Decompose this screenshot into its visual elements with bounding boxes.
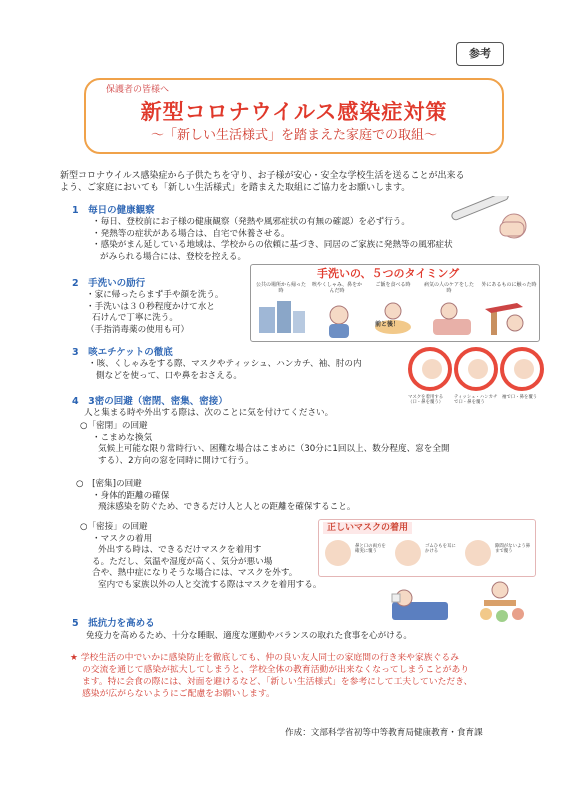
mask-step: 鼻と口の両方を確実に覆う xyxy=(355,544,386,555)
sleeve-circle xyxy=(500,347,544,391)
mask-step: ゴムひもを耳にかける xyxy=(425,544,456,555)
section-4-heading: 4 3密の回避（密閉、密集、密接） xyxy=(72,396,228,407)
section-1-heading: 1 毎日の健康観察 xyxy=(72,205,155,216)
timing-label: 外にあるものに触った時 xyxy=(481,282,537,288)
reference-tag: 参考 xyxy=(456,42,504,66)
mask-panel-title: 正しいマスクの着用 xyxy=(323,522,412,534)
community-notice xyxy=(70,652,520,701)
page-title: 新型コロナウイルス感染症対策 xyxy=(140,100,448,124)
list-item: ・手洗いは３０秒程度かけて水と xyxy=(86,301,215,312)
cough-caption: 袖で口・鼻を覆う xyxy=(502,395,538,400)
mask-wearing-panel xyxy=(318,519,536,577)
list-item: ・咳、くしゃみをする際、マスクやティッシュ、ハンカチ、袖、肘の内 xyxy=(88,359,362,369)
missetsu-heading: ○「密接」の回避 xyxy=(80,522,148,532)
list-item: 外出する時は、できるだけマスクを着用す xyxy=(98,545,262,556)
list-item: ・こまめな換気 xyxy=(92,432,153,443)
page-subtitle: ～「新しい生活様式」を踏まえた家庭での取組～ xyxy=(150,128,437,143)
mask-figure xyxy=(465,540,491,566)
misshu-block xyxy=(76,479,526,514)
section-2-body xyxy=(86,290,236,336)
credit-line: 作成：文部科学省初等中等教育局健康教育・食育課 xyxy=(285,728,483,738)
mask-step: 隙間がないよう鼻まで覆う xyxy=(495,544,531,555)
cough-caption: マスクを着用する（口・鼻を覆う） xyxy=(408,395,444,406)
list-item: 免疫力を高めるため、十分な睡眠、適度な運動やバランスの取れた食事を心がける。 xyxy=(86,631,412,641)
section-3-heading: 3 咳エチケットの徹底 xyxy=(72,347,173,358)
section-2-heading: 2 手洗いの励行 xyxy=(72,278,146,289)
timing-label: 咳やくしゃみ、鼻をかんだ時 xyxy=(311,282,363,294)
audience-label: 保護者の皆様へ xyxy=(106,85,170,95)
list-item: がみられる場合には、登校を控える。 xyxy=(100,251,247,262)
list-item: 気候上可能な限り常時行い、困難な場合はこまめに（30分に1回以上、数分程度、窓を全開 xyxy=(98,444,450,455)
list-item: 合や、熱中症になりそうな場合には、マスクを外す。 xyxy=(92,568,298,579)
mask-figure xyxy=(395,540,421,566)
list-item: ・感染がまん延している地域は、学校からの依頼に基づき、同居のご家族に発熱等の風邪症状 xyxy=(92,240,453,251)
list-item: ・毎日、登校前にお子様の健康観察（発熱や風邪症状の有無の確認）を必ず行う。 xyxy=(92,217,410,227)
mippei-block xyxy=(80,421,530,467)
list-item: 室内でも家族以外の人と交流する際はマスクを着用する。 xyxy=(98,579,322,590)
handwash-panel-title: 手洗いの、５つのタイミング xyxy=(317,267,460,280)
thermometer-illustration xyxy=(430,196,530,246)
cough-caption: ティッシュ・ハンカチで口・鼻を覆う xyxy=(454,395,498,406)
list-item: 石けんで丁寧に洗う。 xyxy=(92,313,178,324)
cough-etiquette-panel xyxy=(408,347,546,409)
list-item: する）、2方向の窓を同時に開けて行う。 xyxy=(98,455,254,466)
section-4-lead: 人と集まる時や外出する際は、次のことに気を付けてください。 xyxy=(84,408,334,418)
section-3-body xyxy=(88,359,428,382)
notice-line: 学校生活の中でいかに感染防止を徹底しても、仲の良い友人同士の家庭間の行き来や家族ぐるみ xyxy=(80,653,459,663)
list-item: 飛沫感染を防ぐため、できるだけ人と人との距離を確保すること。 xyxy=(98,502,356,513)
mippei-heading: ○「密閉」の回避 xyxy=(80,421,148,431)
before-after-label: 前と後！ xyxy=(375,321,400,328)
misshu-heading: ○ [密集]の回避 xyxy=(76,479,142,489)
sleep-meal-illustration xyxy=(388,580,538,630)
notice-line: 感染が広がらないようにご配慮をお願いします。 xyxy=(82,689,275,700)
intro-line: 新型コロナウイルス感染症から子供たちを守り、お子様が安心・安全な学校生活を送ることが出来る xyxy=(60,171,465,181)
list-item: ・発熱等の症状がある場合は、自宅で休養させる。 xyxy=(92,228,290,239)
mask-circle xyxy=(408,347,452,391)
timing-label: 病気の人のケアをした時 xyxy=(423,282,474,294)
mask-figure xyxy=(325,540,351,566)
timing-label: ご飯を食べる時 xyxy=(375,282,411,288)
handwash-timing-panel xyxy=(250,264,540,342)
star-icon: ★ xyxy=(70,653,78,663)
list-item: ・家に帰ったらまず手や顔を洗う。 xyxy=(86,290,224,300)
intro-line: よう、ご家庭においても「新しい生活様式」を踏まえた取組にご協力をお願いします。 xyxy=(60,183,411,194)
list-item: ・マスクの着用 xyxy=(92,533,153,544)
notice-line: の交流を通じて感染が拡大してしまうと、学校全体の教育活動が出来なくなってしまうことがあり xyxy=(82,665,470,676)
timing-label: 公共の場所から帰った時 xyxy=(255,282,306,294)
section-5-body xyxy=(86,631,526,643)
title-box xyxy=(84,78,504,154)
missetsu-block xyxy=(80,522,350,592)
list-item: （手指消毒薬の使用も可） xyxy=(86,324,190,335)
tissue-circle xyxy=(454,347,498,391)
handwash-illustrations xyxy=(253,297,539,341)
list-item: 側などを使って、口や鼻をおさえる。 xyxy=(96,370,242,381)
intro-text xyxy=(60,170,520,194)
list-item: る。ただし、気温や湿度が高く、気分が悪い場 xyxy=(92,556,273,567)
notice-line: ます。特に会食の際には、対面を避けるなど、「新しい生活様式」を参考にして工夫していただき、 xyxy=(82,677,473,688)
section-5-heading: 5 抵抗力を高める xyxy=(72,618,155,629)
list-item: ・身体的距離の確保 xyxy=(92,490,170,501)
